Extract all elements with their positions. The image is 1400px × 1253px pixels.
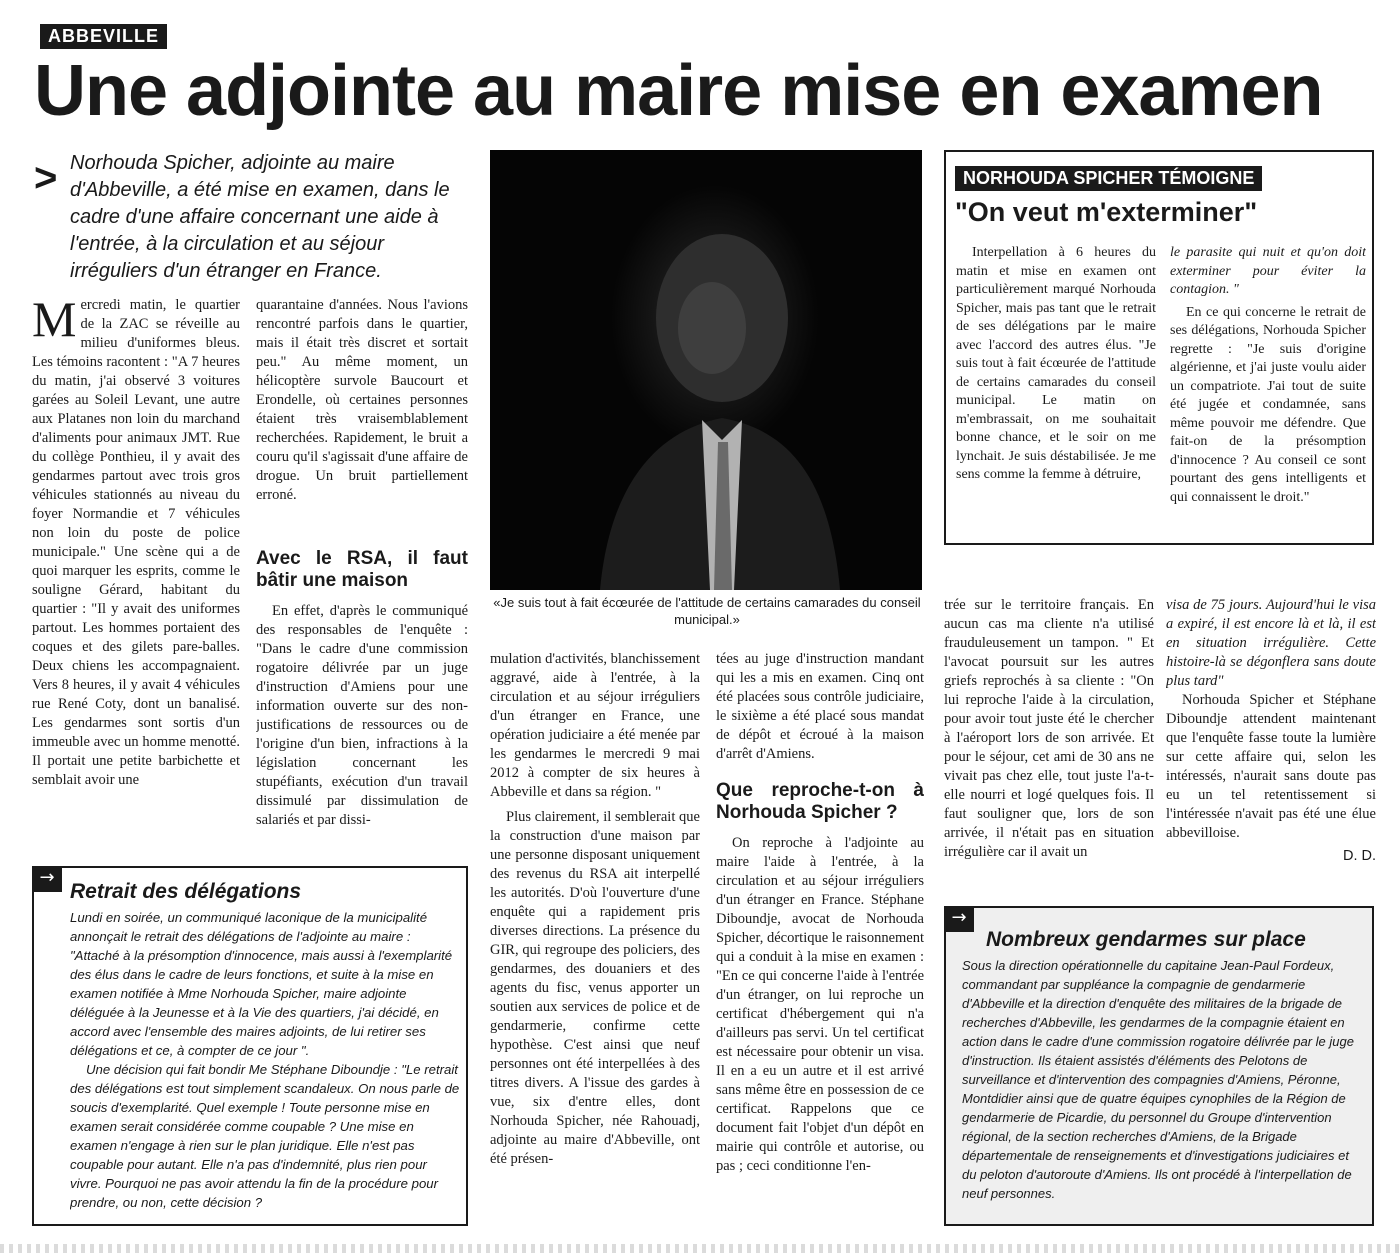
headline: Une adjointe au maire mise en examen <box>34 51 1323 131</box>
delegations-box-title: Retrait des délégations <box>70 880 302 903</box>
subhead-reproche: Que reproche-t-on à Norhouda Spicher ? <box>716 780 924 823</box>
gendarmes-box-title: Nombreux gendarmes sur place <box>986 928 1306 951</box>
article-paragraph: Norhouda Spicher et Stéphane Diboundje attendent maintenant que l'enquête fasse toute la lumière sur cette affaire qui, selon les intéressés, n'aurait sans doute pas eu un tel retentissement si l'intéressée n'avait pas été une élue abbevilloise. <box>1166 692 1376 841</box>
face-highlight <box>678 282 746 374</box>
testimony-column-1 <box>956 244 1156 540</box>
article-paragraph: tées au juge d'instruction mandant qui les a mis en examen. Cinq ont été placées sous contrôle judiciaire, le sixième a été placé sous mandat de dépôt et écroué à la maison d'arrêt d'Amiens. <box>716 651 924 762</box>
author-signature: D. D. <box>1342 848 1376 864</box>
portrait-silhouette <box>490 150 922 590</box>
article-paragraph: On reproche à l'adjointe au maire l'aide à l'entrée, à la circulation et au séjour irréguliers d'un étranger en France. Stéphane Diboundje, avocat de Norhouda Spicher, décortique le raisonnement qui a conduit à la mise en examen : "En ce qui concerne l'aide à l'entrée d'un étranger, on lui reproche un certificat d'hébergement qui n'a d'ailleurs pas servi. Un tel certificat est nécessaire pour obtenir un visa. Il en a eu un autre et il est arrivé sans même être en possession de ce certificat. Rappelons que ce document fait l'objet d'un dépôt en mairie qui contrôle et autorise, ou pas ; ceci conditionne l'en- <box>716 835 924 1174</box>
box-paragraph: Lundi en soirée, un communiqué laconique de la municipalité annonçait le retrait des délégations de l'adjointe au maire : "Attaché à la présomption d'innocence, mais aussi à l'exemplarité des élus dans le cadre de leurs fonctions, et suite à la mise en examen notifiée à Mme Norhouda Spicher, maire adjointe déléguée à la Jeunesse et à la Vie des quartiers, j'ai décidé, en accord avec l'ensemble des maires adjoints, de lui retirer ses délégations et ce, à compter de ce jour ". <box>70 910 453 1058</box>
article-column-6 <box>1166 596 1376 894</box>
article-paragraph: quarantaine d'années. Nous l'avions rencontré parfois dans le quartier, mais il était très discret et sortait peu." Au même moment, un hélicoptère survole Baucourt et Erondelle, où certaines personnes étaient très vraisemblablement recherchées. Rapidement, le bruit a couru qu'il s'agissait d'une affaire de drogue. Un bruit partiellement erroné. <box>256 297 468 503</box>
box-paragraph: Sous la direction opérationnelle du capitaine Jean-Paul Fordeux, commandant par suppléance la compagnie de gendarmerie d'Abbeville et la direction d'enquête des militaires de la brigade de recherches d'Abbeville, les gendarmes de la compagnie étaient en action dans le cadre d'une commission rogatoire délivrée par le juge d'instruction. Ils étaient assistés d'éléments des Pelotons de surveillance et d'intervention des compagnies d'Amiens, Péronne, Montdidier ainsi que de quatre équipes cynophiles de la Région de gendarmerie de Picardie, du personnel du Groupe d'intervention régional, de la section recherches d'Amiens, de la Brigade départementale de renseignements et d'investigations judiciaires et du peloton d'autoroute d'Amiens. Ils ont procédé à l'interpellation de neuf personnes. <box>962 958 1354 1201</box>
article-paragraph: mulation d'activités, blanchissement aggravé, aide à l'entrée, à la circulation et au séjour irréguliers d'un étranger en France, une opération judiciaire a été menée par les gendarmes le mercredi 9 mai 2012 à compter de six heures à Abbeville et dans sa région. " <box>490 651 700 800</box>
arrow-right-icon: → <box>944 906 974 932</box>
article-column-1 <box>32 296 240 868</box>
delegations-box-text <box>70 908 460 1222</box>
testimony-column-2 <box>1170 244 1366 540</box>
photo-caption: «Je suis tout à fait écœurée de l'attitude de certains camarades du conseil municipal.» <box>493 595 921 627</box>
delegations-box <box>32 866 468 1226</box>
article-column-3 <box>490 650 700 1246</box>
gendarmes-box-text <box>962 956 1364 1222</box>
standfirst: Norhouda Spicher, adjointe au maire d'Abbeville, a été mise en examen, dans le cadre d'une affaire concernant une aide à l'entrée, à la circulation et au séjour irréguliers d'un étranger en France. <box>70 152 450 282</box>
subhead-rsa: Avec le RSA, il faut bâtir une maison <box>256 548 468 591</box>
article-column-4 <box>716 650 924 1246</box>
testimony-tag: NORHOUDA SPICHER TÉMOIGNE <box>955 166 1262 191</box>
testimony-paragraph: le parasite qui nuit et qu'on doit exterminer pour éviter la contagion. " <box>1170 245 1366 297</box>
portrait-photo <box>490 150 922 590</box>
article-column-2 <box>256 296 468 868</box>
article-paragraph: En effet, d'après le communiqué des responsables de l'enquête : "Dans le cadre d'une commission rogatoire délivrée par un juge d'instruction d'Amiens pour une information ouverte sur des non-justifications de ressources ou de l'origine d'un bien, infractions à la législation concernant les stupéfiants, exécution d'un travail dissimulé par dissimulation de salariés et par dissi- <box>256 603 468 828</box>
drop-cap: M <box>32 296 77 347</box>
testimony-title: "On veut m'exterminer" <box>955 197 1258 227</box>
article-paragraph: Plus clairement, il semblerait que la construction d'une maison par une personne disposant uniquement des revenus du RSA ait interpellé les autorités. D'où l'ouverture d'une enquête qui a rapidement pris diverses directions. La présence du GIR, qui regroupe des policiers, des gendarmes, des douaniers et des agents du fisc, venus apporter un soutien aux services de police et de gendarmerie, confirme cette hypothèse. C'est ainsi que neuf personnes ont été interpellées à des titres divers. A l'issue des gardes à vue, six d'entre elles, dont Norhouda Spicher, née Rahouadj, adjointe au maire d'Abbeville, ont été présen- <box>490 809 700 1167</box>
page-bottom-edge <box>0 1244 1400 1253</box>
section-tag: ABBEVILLE <box>40 24 167 49</box>
box-paragraph: Une décision qui fait bondir Me Stéphane Diboundje : "Le retrait des délégations est tout simplement scandaleux. On nous parle de soucis d'exemplarité. Quel exemple ! Toute personne mise en examen serait considérée comme coupable ? Une mise en examen n'engage à rien sur le plan juridique. Elle n'est pas coupable pour autant. Elle n'a pas d'indemnité, plus rien pour vivre. Pourquoi ne pas avoir attendu la fin de la procédure pour prendre, ou non, cette décision ? <box>70 1062 460 1210</box>
article-paragraph: trée sur le territoire français. En aucun cas ma cliente n'a utilisé frauduleusement un tampon. " Et l'avocat poursuit sur les autres griefs reprochés à sa cliente : "On lui reproche l'aide à la circulation, pour avoir tout juste été le chercher à l'aéroport lors de son arrivée. Et pour le séjour, cet ami de 30 ans ne vivait pas chez elle, tout juste l'a-t-elle nourri et logé quelques fois. Il faut souligner que, lors de son arrivée, il n'était pas en situation irrégulière car il avait un <box>944 597 1154 860</box>
article-paragraph: visa de 75 jours. Aujourd'hui le visa a expiré, il est encore là et là, il est en situation irrégulière. Cette histoire-là se dégonflera sans doute plus tard" <box>1166 597 1376 689</box>
arrow-right-icon: → <box>32 866 62 892</box>
testimony-paragraph: En ce qui concerne le retrait de ses délégations, Norhouda Spicher regrette : "Je suis d'origine algérienne, et j'ai juste voulu aider un compatriote. J'ai tout de suite été jugée et condamnée, sans même pouvoir me défendre. Que fait-on de la présomption d'innocence ? Au conseil ce sont pourtant des gens intelligents et qui connaissent le droit." <box>1170 304 1366 505</box>
article-column-5 <box>944 596 1154 894</box>
article-paragraph: ercredi matin, le quartier de la ZAC se réveille au milieu d'uniformes bleus. Les témoins racontent : "A 7 heures du matin, j'ai observé 3 voitures garées au Soleil Levant, une autre aux Platanes non loin du marchand d'aliments pour animaux JMT. Rue du collège Ponthieu, il y avait des gendarmes partout avec trois gros véhicules stationnés au niveau du foyer Normandie et 7 véhicules non loin du poste de police municipale." Une scène qui a de quoi marquer les esprits, comme le souligne Gérard, habitant du quartier : "Il y avait des uniformes partout. Les hommes portaient des coques et des gilets pare-balles. Deux chiens les accompagnaient. Vers 8 heures, il y avait 4 véhicules rue René Coty, dont un banalisé. Les gendarmes sont sortis d'un immeuble avec un homme menotté. Il portait une petite barbichette et semblait avoir une <box>32 297 240 788</box>
gendarmes-box <box>944 906 1374 1226</box>
chevron-right-icon: > <box>34 156 58 200</box>
testimony-paragraph: Interpellation à 6 heures du matin et mise en examen ont particulièrement marqué Norhouda Spicher, mais pas tant que le retrait de ses délégations par le maire avec l'accord des autres élus. "Je suis tout à fait écœurée de l'attitude de certains camarades du conseil municipal. Le matin on m'embrassait, on me souhaitait bonne chance, et le soir on me lynchait. Je suis déstabilisée. Je me sens comme la femme à détruire, <box>956 245 1156 482</box>
